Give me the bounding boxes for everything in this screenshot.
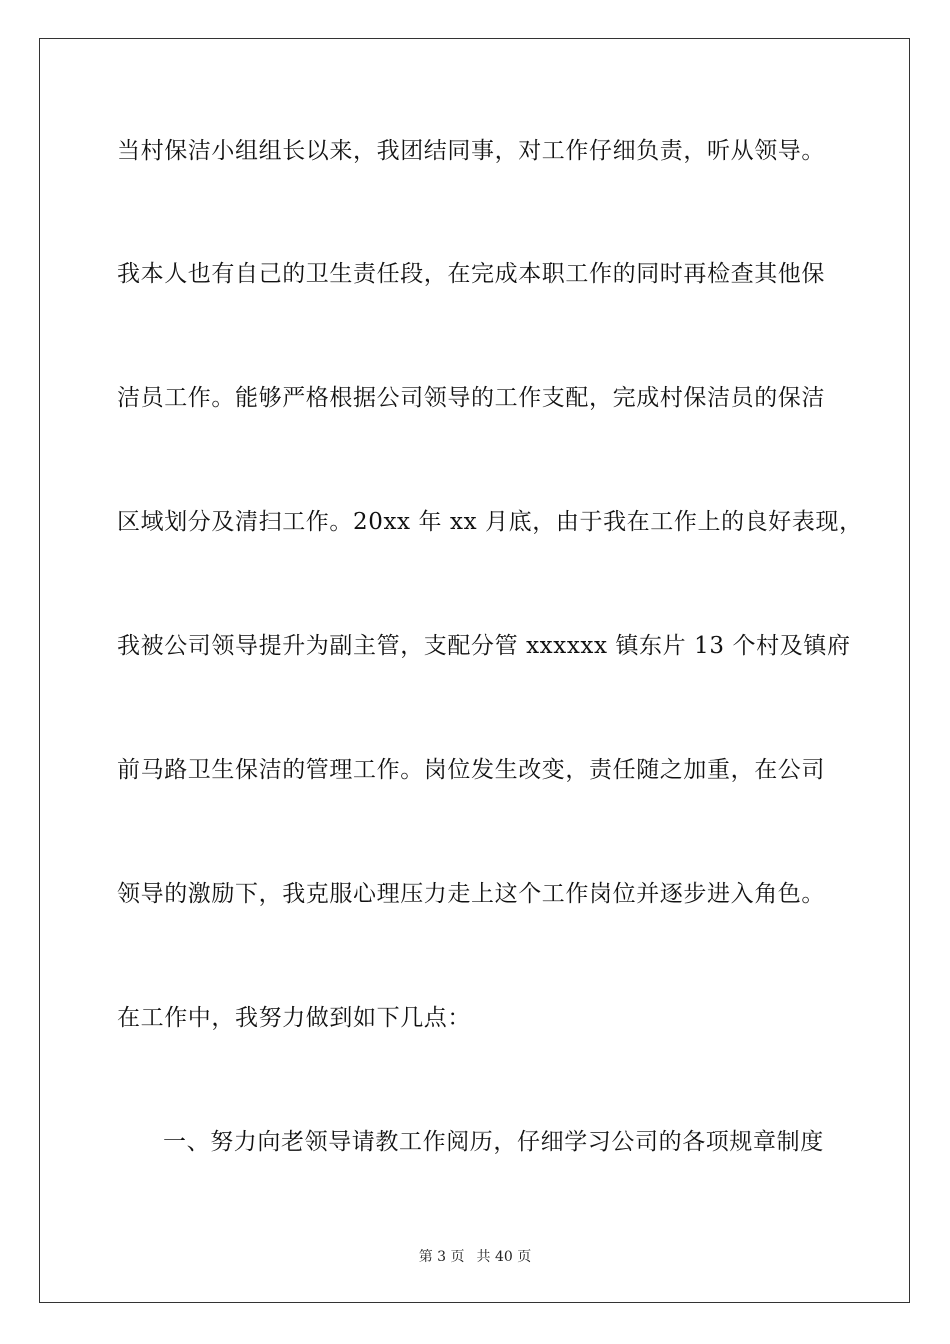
body-text-line-7: 领导的激励下，我克服心理压力走上这个工作岗位并逐步进入角色。 xyxy=(117,881,825,907)
page-total: 共 40 页 xyxy=(476,1249,532,1265)
page-footer xyxy=(0,1247,950,1267)
body-text-line-8: 在工作中，我努力做到如下几点： xyxy=(117,1005,471,1031)
body-text-line-1: 当村保洁小组组长以来，我团结同事，对工作仔细负责，听从领导。 xyxy=(117,138,825,164)
body-text-line-6: 前马路卫生保洁的管理工作。岗位发生改变，责任随之加重，在公司 xyxy=(117,757,825,783)
body-text-line-3: 洁员工作。能够严格根据公司领导的工作支配，完成村保洁员的保洁 xyxy=(117,385,825,411)
page-border xyxy=(39,38,910,1303)
body-text-line-2: 我本人也有自己的卫生责任段，在完成本职工作的同时再检查其他保 xyxy=(117,261,825,287)
page-number: 第 3 页 xyxy=(418,1249,465,1265)
body-text-line-9: 一、努力向老领导请教工作阅历，仔细学习公司的各项规章制度 xyxy=(163,1129,824,1155)
body-text-line-5: 我被公司领导提升为副主管，支配分管 xxxxxx 镇东片 13 个村及镇府 xyxy=(117,633,851,659)
body-text-line-4: 区域划分及清扫工作。20xx 年 xx 月底，由于我在工作上的良好表现， xyxy=(117,509,863,535)
